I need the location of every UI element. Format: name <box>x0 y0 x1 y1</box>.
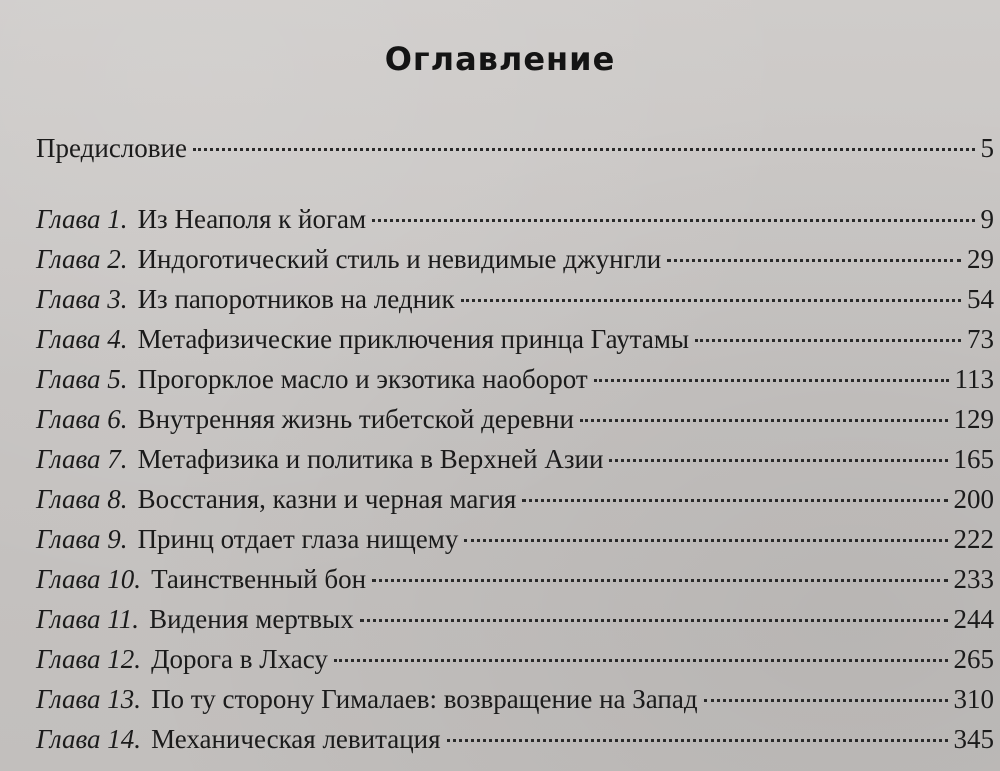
toc-entry-text: Метафизические приключения принца Гаутамы <box>137 324 690 354</box>
chapter-label: Глава 10. <box>36 564 142 594</box>
dot-leader <box>372 579 947 582</box>
dot-leader <box>667 259 961 262</box>
toc-entry-page: 113 <box>954 364 994 394</box>
toc-entry-page: 5 <box>980 133 994 163</box>
toc-entry-text: Из Неаполя к йогам <box>137 204 367 234</box>
chapter-label: Глава 11. <box>36 604 140 634</box>
toc-entry-text: Механическая левитация <box>151 724 441 754</box>
toc-title: Оглавление <box>384 40 616 78</box>
chapter-label: Глава 4. <box>36 324 128 354</box>
toc-entry-chapter <box>36 639 994 679</box>
toc-entry-chapter <box>36 559 994 599</box>
chapter-label: Глава 7. <box>36 444 128 474</box>
dot-leader <box>372 219 974 222</box>
dot-leader <box>704 699 948 702</box>
toc-entry-text: Прогорклое масло и экзотика наоборот <box>137 364 588 394</box>
toc-entry-text: Таинственный бон <box>151 564 367 594</box>
toc-entry-text: Дорога в Лхасу <box>151 644 328 674</box>
dot-leader <box>461 299 961 302</box>
toc-entry-chapter <box>36 359 994 399</box>
dot-leader <box>447 739 948 742</box>
toc-entry-chapter <box>36 279 994 319</box>
toc-entry-chapter <box>36 319 994 359</box>
dot-leader <box>360 619 948 622</box>
dot-leader <box>522 499 947 502</box>
toc-entry-page: 9 <box>980 204 994 234</box>
toc-entry-text: Внутренняя жизнь тибетской деревни <box>137 404 574 434</box>
dot-leader <box>193 148 975 151</box>
chapter-label: Глава 2. <box>36 244 128 274</box>
chapter-label: Глава 13. <box>36 684 142 714</box>
chapter-label: Глава 14. <box>36 724 142 754</box>
toc-entry-text: Принц отдает глаза нищему <box>137 524 459 554</box>
toc-entry-chapter <box>36 239 994 279</box>
toc-entry-preface <box>36 128 994 168</box>
chapter-label: Глава 6. <box>36 404 128 434</box>
chapter-label: Глава 5. <box>36 364 128 394</box>
toc-entry-text: По ту сторону Гималаев: возвращение на Запад <box>151 684 698 714</box>
toc-entry-chapter <box>36 399 994 439</box>
chapter-label: Глава 3. <box>36 284 128 314</box>
toc-entry-text: Предисловие <box>36 133 187 163</box>
toc-entry-chapter <box>36 719 994 759</box>
toc-entry-chapter <box>36 679 994 719</box>
toc-entry-text: Восстания, казни и черная магия <box>137 484 517 514</box>
toc-entry-page: 244 <box>953 604 994 634</box>
toc-entry-page: 129 <box>953 404 994 434</box>
toc-entry-chapter <box>36 599 994 639</box>
dot-leader <box>464 539 947 542</box>
chapter-label: Глава 12. <box>36 644 142 674</box>
chapter-label: Глава 8. <box>36 484 128 514</box>
toc-entry-chapter <box>36 199 994 239</box>
toc-entry-page: 265 <box>953 644 994 674</box>
toc-entry-page: 29 <box>967 244 994 274</box>
toc-entry-text: Видения мертвых <box>149 604 354 634</box>
toc-entry-page: 310 <box>953 684 994 714</box>
toc-entry-text: Из папоротников на ледник <box>137 284 455 314</box>
toc-entry-chapter <box>36 479 994 519</box>
toc-entry-chapter <box>36 519 994 559</box>
toc-entry-chapter <box>36 439 994 479</box>
toc-entry-page: 200 <box>953 484 994 514</box>
dot-leader <box>334 659 948 662</box>
toc-entry-page: 222 <box>953 524 994 554</box>
toc-entry-page: 54 <box>967 284 994 314</box>
dot-leader <box>695 339 961 342</box>
toc-entry-page: 165 <box>953 444 994 474</box>
toc-entry-page: 233 <box>953 564 994 594</box>
chapter-label: Глава 1. <box>36 204 128 234</box>
toc-entry-text: Индоготический стиль и невидимые джунгли <box>137 244 662 274</box>
toc-entry-page: 345 <box>953 724 994 754</box>
dot-leader <box>594 379 949 382</box>
chapter-label: Глава 9. <box>36 524 128 554</box>
dot-leader <box>580 419 948 422</box>
toc-entry-text: Метафизика и политика в Верхней Азии <box>137 444 604 474</box>
dot-leader <box>609 459 947 462</box>
toc-entry-page: 73 <box>967 324 994 354</box>
